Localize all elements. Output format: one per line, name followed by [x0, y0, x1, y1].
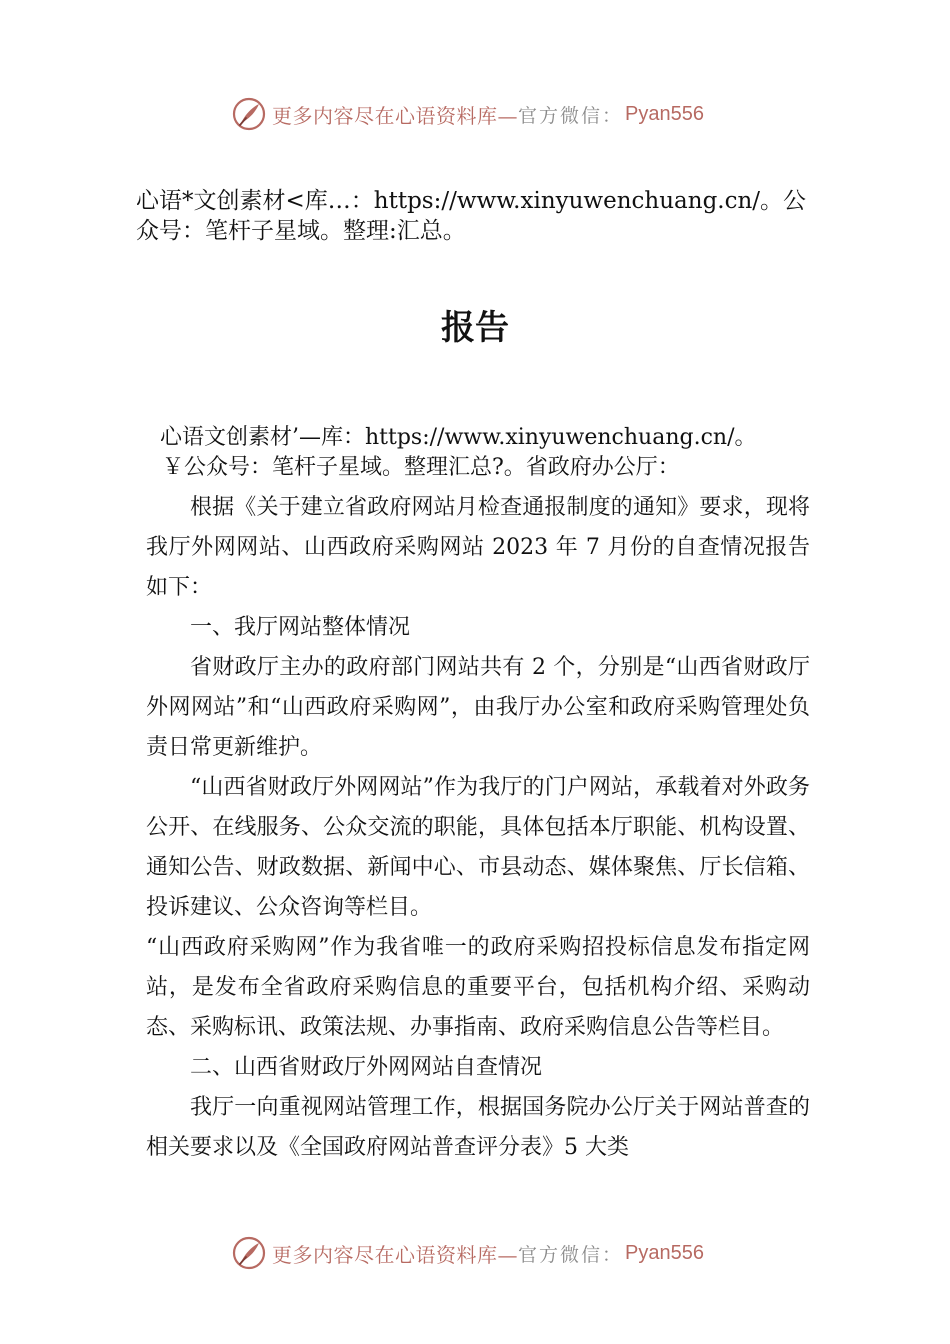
document-title: 报告 [441, 308, 509, 348]
banner-slogan: 更多内容尽在心语资料库— [272, 103, 518, 128]
paragraph-notice-requirement: 根据《关于建立省政府网站月检查通报制度的通知》要求，现将我厅外网网站、山西政府采购网站 2023 年 7 月份的自查情况报告如下： [146, 495, 810, 600]
paragraph-procurement-description: “山西政府采购网”作为我省唯一的政府采购招投标信息发布指定网站，是发布全省政府采购信息的重要平台，包括机构介绍、采购动态、采购标讯、政策法规、办事指南、政府采购信息公告等栏目。 [146, 935, 810, 1040]
banner-wechat-label: 官方微信： [518, 1243, 624, 1266]
banner-wechat-label: 官方微信： [518, 104, 624, 127]
banner-wechat-id: Pyan556 [625, 102, 704, 125]
paragraph-self-inspection: 我厅一向重视网站管理工作，根据国务院办公厅关于网站普查的相关要求以及《全国政府网站普查评分表》5 大类 [146, 1095, 810, 1160]
section-heading-1: 一、我厅网站整体情况 [190, 615, 411, 640]
source-note: 心语*文创素材<库…：https://www.xinyuwenchuang.cn/。公众号：笔杆子星域。整理:汇总。 [136, 188, 807, 244]
intro-line-1: 心语文创素材’—库：https://www.xinyuwenchuang.cn/。 [160, 425, 757, 450]
banner-slogan: 更多内容尽在心语资料库— [272, 1242, 518, 1267]
footer-watermark-banner [232, 1235, 704, 1271]
intro-line-2: ￥公众号：笔杆子星域。整理汇总?。省政府办公厅： [162, 455, 680, 480]
intro-block [146, 423, 816, 483]
banner-wechat-id: Pyan556 [625, 1241, 704, 1264]
paragraph-portal-description: “山西省财政厅外网网站”作为我厅的门户网站，承载着对外政务公开、在线服务、公众交流的职能，具体包括本厅职能、机构设置、通知公告、财政数据、新闻中心、市县动态、媒体聚焦、厅长信箱、投诉建议、公众咨询等栏目。 [146, 775, 810, 920]
document-body [146, 488, 810, 1168]
feather-pen-logo-icon [232, 1236, 266, 1270]
feather-pen-logo-icon [232, 97, 266, 131]
paragraph-website-overview: 省财政厅主办的政府部门网站共有 2 个，分别是“山西省财政厅外网网站”和“山西政府采购网”，由我厅办公室和政府采购管理处负责日常更新维护。 [146, 655, 810, 760]
section-heading-2: 二、山西省财政厅外网网站自查情况 [190, 1055, 543, 1080]
header-watermark-banner [232, 96, 704, 132]
